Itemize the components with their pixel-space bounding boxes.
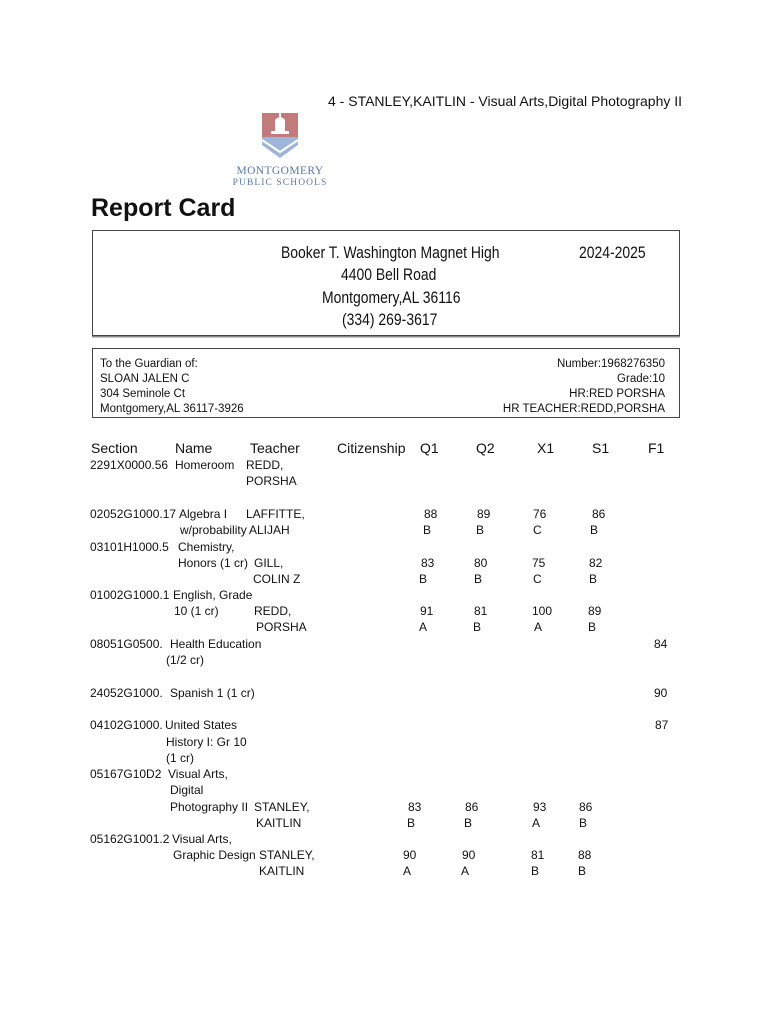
row-course-name: Chemistry, (178, 540, 235, 554)
row-teacher: REDD, (246, 458, 284, 472)
row-teacher: GILL, (254, 556, 284, 570)
grade-x1: 93 (533, 800, 547, 814)
letter-s1: B (578, 864, 587, 878)
row-course-name: Honors (1 cr) (178, 556, 249, 570)
row-teacher: PORSHA (256, 620, 307, 634)
column-header-name: Name (175, 440, 213, 456)
row-course-name: Homeroom (175, 458, 235, 472)
grade-f1: 87 (655, 718, 669, 732)
student-name: SLOAN JALEN C (100, 373, 190, 385)
grade-q1: 83 (421, 556, 435, 570)
letter-s1: B (590, 523, 599, 537)
district-logo (232, 112, 328, 192)
grade-s1: 86 (592, 507, 606, 521)
letter-q2: B (474, 572, 483, 586)
letter-x1: A (534, 620, 543, 634)
letter-s1: B (588, 620, 597, 634)
student-number: Number:1968276350 (556, 358, 665, 370)
grade-s1: 88 (578, 848, 592, 862)
row-teacher: LAFFITTE, (246, 507, 305, 521)
grade-q1: 88 (424, 507, 438, 521)
grade-q2: 90 (462, 848, 476, 862)
grade-x1: 75 (532, 556, 546, 570)
grade-x1: 81 (531, 848, 545, 862)
column-header-citizenship: Citizenship (337, 440, 406, 456)
grade-q2: 86 (465, 800, 479, 814)
row-section: 02052G1000.17 (90, 507, 177, 521)
logo-name: MONTGOMERY (236, 165, 324, 177)
letter-q2: B (464, 816, 473, 830)
column-header-q2: Q2 (476, 440, 495, 456)
row-course-name: 10 (1 cr) (174, 604, 219, 618)
grade-x1: 76 (533, 507, 547, 521)
letter-q2: A (461, 864, 470, 878)
guardian-label: To the Guardian of: (100, 358, 198, 370)
grade-q2: 80 (474, 556, 488, 570)
row-course-name: Health Education (170, 637, 262, 651)
row-section: 01002G1000.1 (90, 588, 170, 602)
letter-x1: C (533, 572, 542, 586)
row-course-name: Visual Arts, (168, 767, 228, 781)
letter-x1: B (531, 864, 540, 878)
row-course-name: Graphic Design (173, 848, 256, 862)
letter-q1: A (419, 620, 428, 634)
row-course-name: Visual Arts, (172, 832, 232, 846)
school-info-box (92, 230, 680, 336)
grade-s1: 86 (579, 800, 593, 814)
grade-q2: 89 (477, 507, 491, 521)
row-course-name: Digital (170, 783, 204, 797)
row-course-name: History I: Gr 10 (166, 735, 247, 749)
letter-s1: B (589, 572, 598, 586)
row-teacher: KAITLIN (256, 816, 302, 830)
row-teacher: REDD, (254, 604, 292, 618)
page-title: Report Card (91, 194, 236, 222)
column-header-x1: X1 (537, 440, 555, 456)
row-teacher: STANLEY, (259, 848, 315, 862)
letter-q1: B (419, 572, 428, 586)
grade-q1: 91 (420, 604, 434, 618)
letter-q2: B (476, 523, 485, 537)
shield-icon (260, 112, 300, 160)
grade-s1: 89 (588, 604, 602, 618)
column-header-teacher: Teacher (250, 440, 300, 456)
row-course-name: (1/2 cr) (166, 653, 205, 667)
grade-q2: 81 (474, 604, 488, 618)
letter-x1: A (532, 816, 541, 830)
column-header-q1: Q1 (420, 440, 439, 456)
column-header-f1: F1 (648, 440, 665, 456)
row-teacher: STANLEY, (254, 800, 310, 814)
row-teacher: ALIJAH (249, 523, 290, 537)
letter-q2: B (473, 620, 482, 634)
school-city: Montgomery,AL 36116 (322, 288, 461, 307)
row-course-name: Spanish 1 (1 cr) (170, 686, 255, 700)
row-section: 2291X0000.56 (90, 458, 169, 472)
row-teacher: PORSHA (246, 474, 297, 488)
letter-q1: B (407, 816, 416, 830)
letter-q1: A (403, 864, 412, 878)
grade-f1: 90 (654, 686, 668, 700)
row-section: 03101H1000.5 (90, 540, 169, 554)
row-section: 04102G1000. (90, 718, 163, 732)
school-name: Booker T. Washington Magnet High (281, 243, 500, 262)
school-year: 2024-2025 (579, 243, 646, 262)
row-teacher: COLIN Z (253, 572, 301, 586)
row-course-name: w/probability (180, 523, 247, 537)
school-phone: (334) 269-3617 (342, 310, 438, 329)
letter-x1: C (533, 523, 542, 537)
logo-subtitle: PUBLIC SCHOOLS (232, 178, 328, 188)
row-course-name: Algebra I (179, 507, 228, 521)
row-section: 08051G0500. (90, 637, 163, 651)
column-header-s1: S1 (592, 440, 610, 456)
row-teacher: KAITLIN (259, 864, 305, 878)
row-course-name: English, Grade (173, 588, 253, 602)
grade-f1: 84 (654, 637, 668, 651)
grade-q1: 83 (408, 800, 422, 814)
guardian-info-box (92, 348, 680, 418)
homeroom: HR:RED PORSHA (569, 388, 665, 400)
row-course-name: United States (165, 718, 238, 732)
row-section: 05162G1001.2 (90, 832, 170, 846)
document-header: 4 - STANLEY,KAITLIN - Visual Arts,Digital Photography II (328, 93, 683, 109)
row-section: 24052G1000. (90, 686, 163, 700)
student-street: 304 Seminole Ct (100, 388, 186, 400)
student-grade: Grade:10 (617, 373, 665, 385)
row-course-name: Photography II (170, 800, 249, 814)
grade-x1: 100 (532, 604, 553, 618)
homeroom-teacher: HR TEACHER:REDD,PORSHA (502, 403, 665, 415)
school-address: 4400 Bell Road (341, 265, 437, 284)
grade-s1: 82 (589, 556, 603, 570)
student-city: Montgomery,AL 36117-3926 (100, 403, 244, 415)
letter-q1: B (423, 523, 432, 537)
letter-s1: B (579, 816, 588, 830)
row-course-name: (1 cr) (166, 751, 194, 765)
row-section: 05167G10D2 (90, 767, 162, 781)
grade-q1: 90 (403, 848, 417, 862)
column-header-section: Section (91, 440, 138, 456)
